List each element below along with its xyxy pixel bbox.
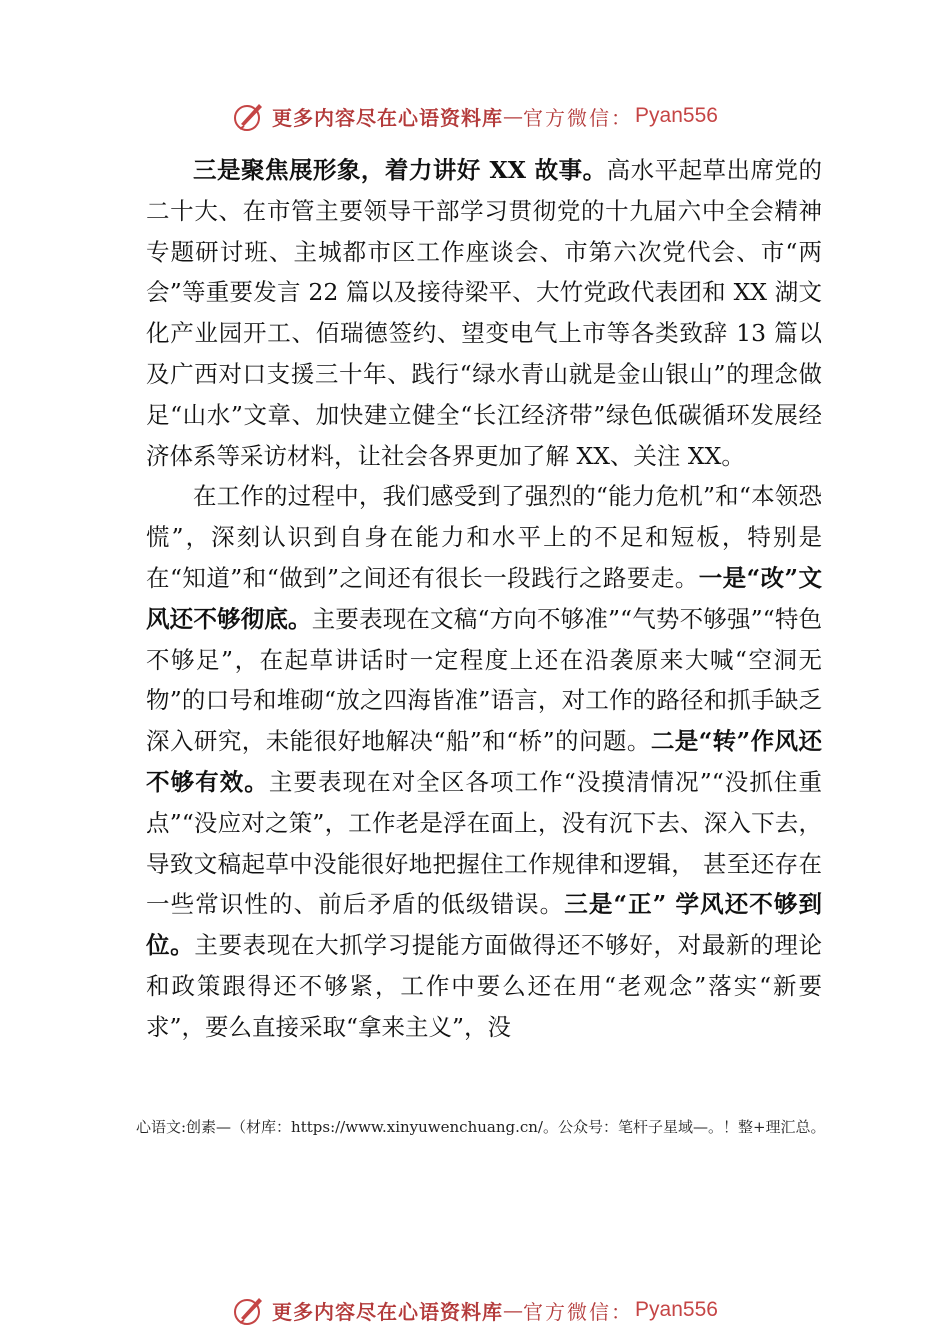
quill-logo-icon <box>232 99 266 133</box>
quill-logo-icon <box>232 1293 266 1327</box>
banner-title: 更多内容尽在心语资料库 <box>272 1299 504 1324</box>
banner-title: 更多内容尽在心语资料库 <box>272 105 504 130</box>
paragraph-2-intro: 在工作的过程中，我们感受到了强烈的“能力危机”和“本领恐慌”，深刻认识到自身在能力和水平上的不足和短板，特别是在“知道”和“做到”之间还有很长一段践行之路要走。 <box>146 482 822 592</box>
point-1-text: 主要表现在文稿“方向不够准”“气势不够强”“特色不够足”，在起草讲话时一定程度上还在沿袭原来大喊“空洞无物”的口号和堆砌“放之四海皆准”语言，对工作的路径和抓手缺乏深入研究，未能很好地解决“船”和“桥”的问题。 <box>146 604 822 756</box>
banner-wechat-id: Pyan556 <box>635 1298 718 1321</box>
paragraph-1-text: 高水平起草出席党的二十大、在市管主要领导干部学习贯彻党的十九届六中全会精神专题研讨班、主城都市区工作座谈会、市第六次党代会、市“两会”等重要发言 22 篇以及接待梁平、大竹党政代表团和 XX 湖文化产业园开工、佰瑞德签约、望变电气上市等各类致辞 13 篇以及广西对口支援三十年、践行“绿水青山就是金山银山”的理念做足“山水”文章、加快建立健全“长江经济带”绿色低碳循环发展经济体系等采访材料，让社会各界更加了解 XX、关注 XX。 <box>146 156 822 470</box>
point-3-heading: 三是“正” 学风还不够到位。 <box>146 890 823 960</box>
banner-subtitle: 官方微信： <box>523 105 634 130</box>
paragraph-2 <box>146 476 822 1047</box>
footer-banner <box>0 1290 950 1330</box>
source-footnote: 心语文:创素—（材库：https://www.xinyuwenchuang.cn/。公众号：笔杆子星域—。！整+理汇总。 <box>136 1118 826 1136</box>
paragraph-1 <box>146 150 822 476</box>
header-banner <box>0 96 950 136</box>
point-3-text: 主要表现在大抓学习提能方面做得还不够好，对最新的理论和政策跟得还不够紧，工作中要么还在用“老观念”落实“新要求”，要么直接采取“拿来主义”，没 <box>146 931 823 1041</box>
document-body <box>146 150 822 1048</box>
banner-separator: — <box>503 104 524 128</box>
banner-separator: — <box>503 1298 524 1322</box>
paragraph-1-heading: 三是聚焦展形象，着力讲好 XX 故事。 <box>193 156 607 184</box>
banner-wechat-id: Pyan556 <box>635 104 718 127</box>
point-2-text: 主要表现在对全区各项工作“没摸清情况”“没抓住重点”“没应对之策”，工作老是浮在面上，没有沉下去、深入下去，导致文稿起草中没能很好地把握住工作规律和逻辑， 甚至还存在一些常识性的、前后矛盾的低级错误。 <box>146 767 823 919</box>
point-2-heading: 二是“转”作风还不够有效。 <box>146 727 822 796</box>
banner-subtitle: 官方微信： <box>523 1299 634 1324</box>
point-1-heading: 一是“改”文风还不够彻底。 <box>146 563 822 633</box>
